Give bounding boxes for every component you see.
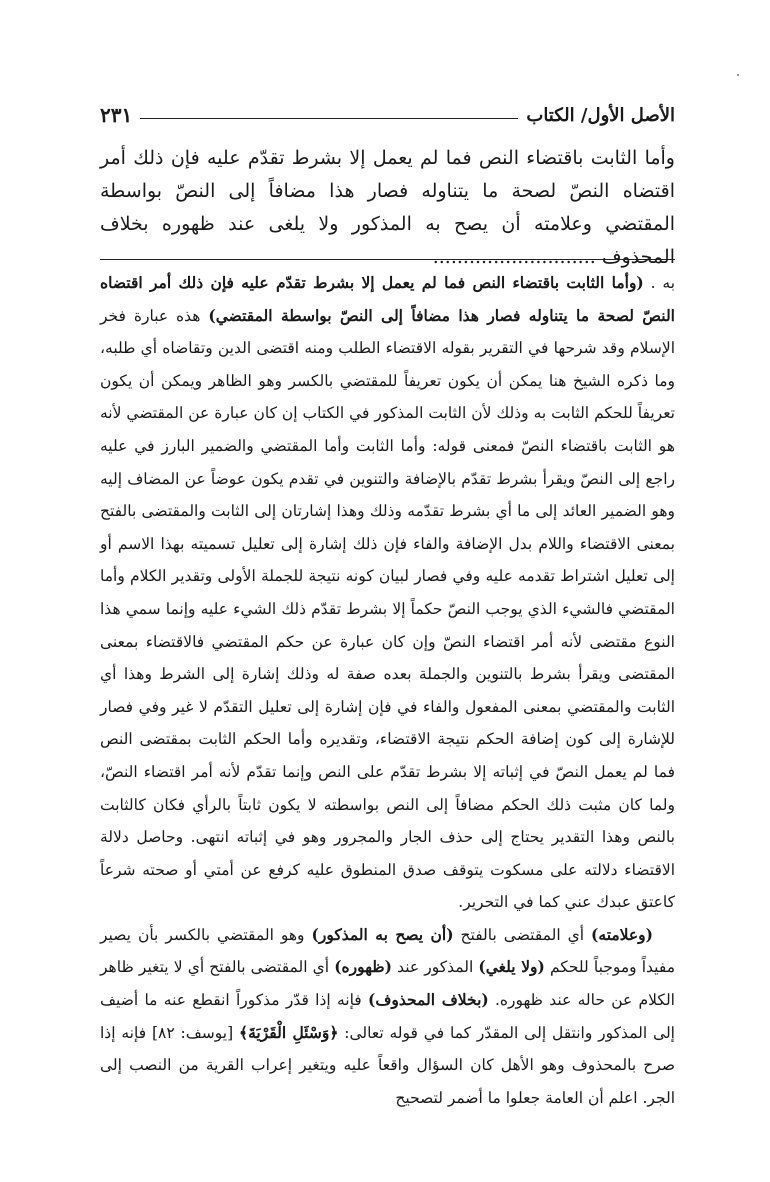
commentary-text-4: أي المقتضى بالفتح أي لا يتغير ظاهر الكلام عن حاله عند ظهوره.	[100, 958, 675, 1010]
commentary-body: هذه عبارة فخر الإسلام وقد شرحها في التقرير بقوله الاقتضاء الطلب ومنه اقتضى الدين وتقاضاه أي طلبه، وما ذكره الشيخ هنا يمكن أن يكون تعريفاً للمقتضي بالكسر وهو الظاهر ويمكن أن يكون تعريفاً للحكم الثابت به وذلك لأن الثابت المذكور في الكتاب إن كان عبارة عن المقتضي لأنه هو الثابت باقتضاء النصّ فمعنى قوله: وأما الثابت وأما المقتضي والضمير البارز في عليه راجع إلى النصّ ويقرأ بشرط تقدّم بالإضافة والتنوين في تقدم يكون عوضاً عن المضاف إليه وهو الضمير العائد إلى ما أي بشرط تقدّمه وذلك وهذا إشارتان إلى الثابت والمقتضى بالفتح بمعنى الاقتضاء واللام بدل الإضافة والفاء فإن ذلك إشارة إلى تعليل تسميته بهذا الاسم أو إلى تعليل اشتراط تقدمه عليه وفي فصار لبيان كونه نتيجة للجملة الأولى وتقدير الكلام وأما المقتضي فالشيء الذي يوجب النصّ حكماً إلا بشرط تقدّم ذلك الشيء عليه وإنما سمي هذا النوع مقتضى لأنه أمر اقتضاء النصّ وإن كان عبارة عن حكم المقتضي فالاقتضاء بمعنى المقتضى ويقرأ بشرط بالتنوين والجملة بعده صفة له وذلك إشارة إلى الشرط وهذا أي الثابت والمقتضي بمعنى المفعول والفاء في فإن إشارة إلى تعليل التقدّم لا غير وفي فصار للإشارة إلى كون إضافة الحكم نتيجة الاقتضاء، وتقديره وأما الحكم الثابت بمقتضى النص فما لم يعمل النصّ في إثباته إلا بشرط تقدّم على النص وإنما تقدّم لأنه أمر اقتضاء النصّ، ولما كان مثبت ذلك الحكم مضافاً إلى النص بواسطته لا يكون ثابتاً بالرأي فكان كالثابت بالنص وهذا التقدير يحتاج إلى حذف الجار والمجرور وهو في إثباته انتهى. وحاصل دلالة الاقتضاء دلالته على مسكوت يتوقف صدق المنطوق عليه كرفع عن أمتي أو صحته شرعاً كاعتق عبدك عني كما في التحرير.	[100, 306, 675, 912]
header-title: الأصل الأول/ الكتاب	[526, 104, 675, 126]
commentary-text-2: وهو المقتضي بالكسر بأن يصير مفيداً وموجباً للحكم	[100, 925, 676, 977]
commentary-paragraph-2	[100, 919, 675, 1115]
main-text-dots: ...........................	[432, 246, 596, 268]
commentary-text-6: [يوسف: ٨٢] فإنه إذا صرح بالمحذوف وهو الأهل كان السؤال واقعاً عليه ويتغير إعراب القرية من النصب إلى الجر. اعلم أن العامة جعلوا ما أضمر لتصحيح	[100, 1023, 675, 1107]
commentary-text-5: فإنه إذا قدّر مذكوراً انقطع عنه ما أضيف إلى المذكور وانتقل إلى المقدّر كما في قوله تعالى:	[100, 991, 675, 1042]
scan-speck	[737, 74, 739, 76]
quoted-term-5: (بخلاف المحذوف)	[367, 990, 489, 1010]
commentary-intro: به .	[643, 274, 676, 292]
main-text-line-3: يصح به المذكور ولا يلغى عند ظهوره بخلاف المحذوف	[100, 213, 675, 268]
quoted-main-text: (وأما الثابت باقتضاء النص فما لم يعمل إلا بشرط تقدّم عليه فإن ذلك أمر اقتضاه النصّ لصحة ما يتناوله فصار هذا مضافاً إلى النصّ بواسطة المقتضي)	[100, 273, 675, 325]
quoted-term-2: (أن يصح به المذكور)	[311, 924, 454, 944]
main-text-line-2: النصّ لصحة ما يتناوله فصار هذا مضافاً إلى النصّ بواسطة المقتضي وعلامته أن	[100, 180, 676, 235]
commentary-paragraph-1	[100, 267, 675, 919]
running-header	[100, 100, 675, 130]
quoted-term-4: (ظهوره)	[334, 957, 392, 977]
quoted-term-1: (وعلامته)	[591, 924, 653, 944]
main-text-line-1: وأما الثابت باقتضاء النص فما لم يعمل إلا بشرط تقدّم عليه فإن ذلك أمر اقتضاه	[100, 147, 676, 202]
quoted-term-3: (ولا يلغي)	[478, 957, 545, 977]
commentary-text-1: أي المقتضى بالفتح	[453, 925, 592, 944]
commentary-separator	[100, 259, 675, 260]
commentary	[100, 267, 675, 1114]
header-rule	[140, 118, 518, 119]
page-number: ٢٣١	[100, 103, 133, 127]
quran-verse: ﴿وَسْئَلِ الْقَرْيَةَ﴾	[239, 1022, 339, 1042]
main-text	[100, 142, 675, 274]
commentary-text-3: المذكور عند	[391, 958, 479, 977]
